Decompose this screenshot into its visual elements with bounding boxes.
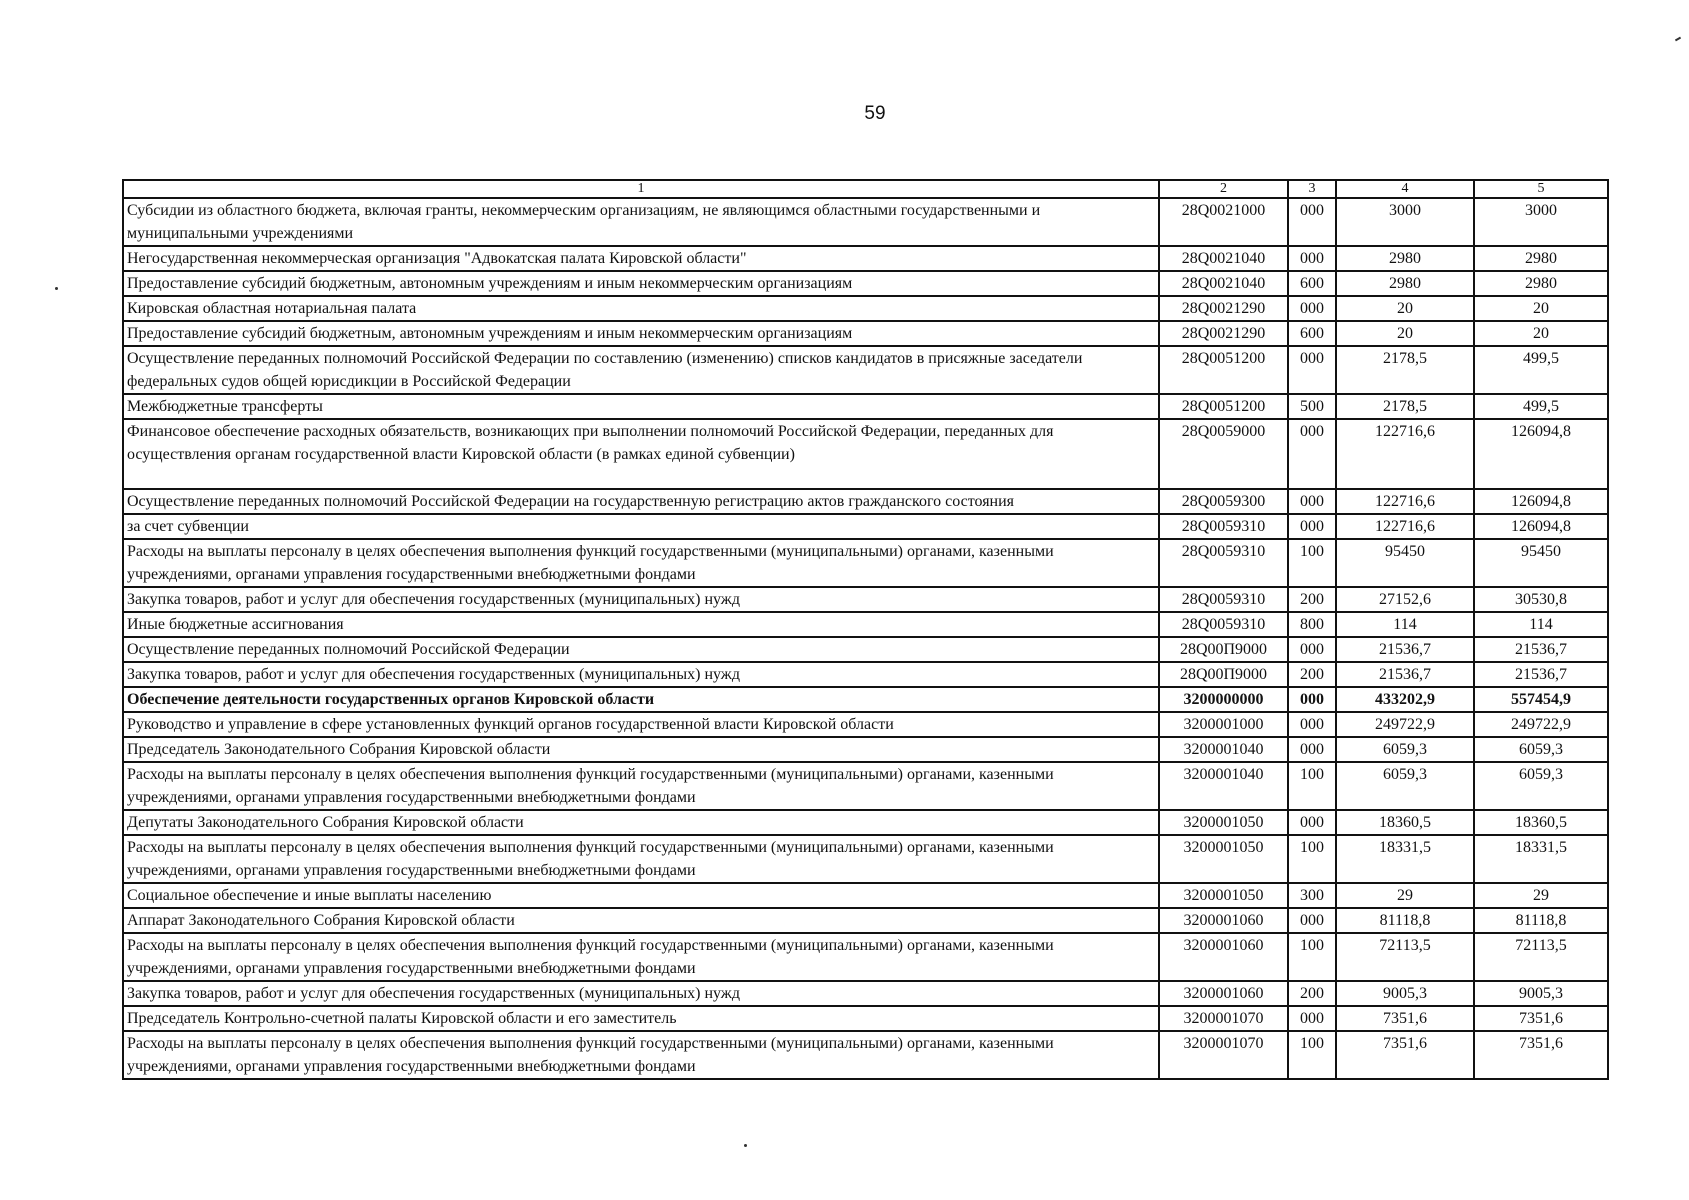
row-name-cell: Кировская областная нотариальная палата: [123, 296, 1159, 321]
row-value-cell-4: 20: [1336, 321, 1474, 346]
row-code-cell: 3200000000: [1159, 687, 1288, 712]
row-code-cell: 28Q0059310: [1159, 514, 1288, 539]
row-kind-cell: 100: [1288, 762, 1336, 810]
row-code-cell: 3200001050: [1159, 883, 1288, 908]
column-header: 3: [1288, 180, 1336, 198]
row-name-cell: Расходы на выплаты персоналу в целях обеспечения выполнения функций государственными (муниципальными) органами, казенными учреждениями, органами управления государственными внебюджетными фондами: [123, 933, 1159, 981]
row-code-cell: 28Q0059000: [1159, 419, 1288, 489]
row-code-cell: 3200001040: [1159, 762, 1288, 810]
row-value-cell-4: 21536,7: [1336, 637, 1474, 662]
row-value-cell-5: 95450: [1474, 539, 1608, 587]
table-row: [123, 908, 1608, 933]
row-code-cell: 3200001070: [1159, 1031, 1288, 1079]
row-value-cell-4: 7351,6: [1336, 1006, 1474, 1031]
table-row: [123, 762, 1608, 810]
row-kind-cell: 000: [1288, 810, 1336, 835]
row-kind-cell: 200: [1288, 662, 1336, 687]
row-value-cell-5: 21536,7: [1474, 637, 1608, 662]
row-value-cell-5: 30530,8: [1474, 587, 1608, 612]
row-code-cell: 3200001040: [1159, 737, 1288, 762]
row-name-cell: Закупка товаров, работ и услуг для обеспечения государственных (муниципальных) нужд: [123, 981, 1159, 1006]
row-value-cell-4: 122716,6: [1336, 489, 1474, 514]
row-value-cell-5: 81118,8: [1474, 908, 1608, 933]
row-kind-cell: 000: [1288, 908, 1336, 933]
row-code-cell: 28Q0021040: [1159, 271, 1288, 296]
row-kind-cell: 000: [1288, 198, 1336, 246]
row-kind-cell: 000: [1288, 419, 1336, 489]
table-row: [123, 514, 1608, 539]
corner-mark: [1675, 37, 1681, 42]
row-name-cell: Осуществление переданных полномочий Российской Федерации на государственную регистрацию актов гражданского состояния: [123, 489, 1159, 514]
table-row: [123, 539, 1608, 587]
row-value-cell-5: 499,5: [1474, 394, 1608, 419]
row-name-cell: Руководство и управление в сфере установленных функций органов государственной власти Кировской области: [123, 712, 1159, 737]
table-row: [123, 687, 1608, 712]
row-name-cell: Закупка товаров, работ и услуг для обеспечения государственных (муниципальных) нужд: [123, 587, 1159, 612]
table-row: [123, 271, 1608, 296]
row-code-cell: 28Q0021000: [1159, 198, 1288, 246]
row-kind-cell: 000: [1288, 737, 1336, 762]
row-code-cell: 28Q0059310: [1159, 612, 1288, 637]
row-code-cell: 28Q0051200: [1159, 346, 1288, 394]
row-code-cell: 28Q00П9000: [1159, 637, 1288, 662]
row-name-cell: Расходы на выплаты персоналу в целях обеспечения выполнения функций государственными (муниципальными) органами, казенными учреждениями, органами управления государственными внебюджетными фондами: [123, 762, 1159, 810]
table-row: [123, 587, 1608, 612]
row-value-cell-4: 122716,6: [1336, 419, 1474, 489]
row-kind-cell: 000: [1288, 296, 1336, 321]
table-row: [123, 835, 1608, 883]
row-kind-cell: 000: [1288, 514, 1336, 539]
row-code-cell: 3200001060: [1159, 908, 1288, 933]
row-kind-cell: 100: [1288, 539, 1336, 587]
scan-dot: [55, 287, 58, 290]
row-value-cell-4: 2178,5: [1336, 346, 1474, 394]
row-kind-cell: 000: [1288, 687, 1336, 712]
row-value-cell-4: 2980: [1336, 271, 1474, 296]
row-value-cell-4: 114: [1336, 612, 1474, 637]
row-value-cell-5: 20: [1474, 296, 1608, 321]
column-header: 1: [123, 180, 1159, 198]
row-name-cell: Межбюджетные трансферты: [123, 394, 1159, 419]
row-code-cell: 28Q0059300: [1159, 489, 1288, 514]
row-code-cell: 28Q0021290: [1159, 296, 1288, 321]
row-value-cell-5: 21536,7: [1474, 662, 1608, 687]
row-value-cell-4: 27152,6: [1336, 587, 1474, 612]
row-value-cell-5: 3000: [1474, 198, 1608, 246]
row-value-cell-5: 72113,5: [1474, 933, 1608, 981]
table-row: [123, 489, 1608, 514]
table-row: [123, 712, 1608, 737]
row-value-cell-4: 29: [1336, 883, 1474, 908]
column-header: 4: [1336, 180, 1474, 198]
table-row: [123, 981, 1608, 1006]
row-name-cell: Расходы на выплаты персоналу в целях обеспечения выполнения функций государственными (муниципальными) органами, казенными учреждениями, органами управления государственными внебюджетными фондами: [123, 1031, 1159, 1079]
row-value-cell-4: 18331,5: [1336, 835, 1474, 883]
table-row: [123, 296, 1608, 321]
table-row: [123, 346, 1608, 394]
row-name-cell: Расходы на выплаты персоналу в целях обеспечения выполнения функций государственными (муниципальными) органами, казенными учреждениями, органами управления государственными внебюджетными фондами: [123, 539, 1159, 587]
table-row: [123, 1006, 1608, 1031]
table-row: [123, 612, 1608, 637]
row-value-cell-5: 9005,3: [1474, 981, 1608, 1006]
row-value-cell-5: 18360,5: [1474, 810, 1608, 835]
row-value-cell-4: 9005,3: [1336, 981, 1474, 1006]
budget-table: [122, 179, 1609, 1080]
row-name-cell: Председатель Законодательного Собрания Кировской области: [123, 737, 1159, 762]
row-name-cell: Предоставление субсидий бюджетным, автономным учреждениям и иным некоммерческим организациям: [123, 271, 1159, 296]
column-header: 2: [1159, 180, 1288, 198]
row-code-cell: 28Q0059310: [1159, 587, 1288, 612]
row-kind-cell: 000: [1288, 246, 1336, 271]
row-value-cell-4: 2980: [1336, 246, 1474, 271]
row-code-cell: 3200001050: [1159, 835, 1288, 883]
row-kind-cell: 000: [1288, 489, 1336, 514]
row-name-cell: Депутаты Законодательного Собрания Кировской области: [123, 810, 1159, 835]
table-row: [123, 810, 1608, 835]
table-body: [123, 198, 1608, 1079]
row-name-cell: Иные бюджетные ассигнования: [123, 612, 1159, 637]
row-code-cell: 3200001060: [1159, 981, 1288, 1006]
row-value-cell-5: 114: [1474, 612, 1608, 637]
row-code-cell: 3200001070: [1159, 1006, 1288, 1031]
row-value-cell-4: 6059,3: [1336, 737, 1474, 762]
row-value-cell-4: 433202,9: [1336, 687, 1474, 712]
row-name-cell: Негосударственная некоммерческая организация "Адвокатская палата Кировской области": [123, 246, 1159, 271]
scan-dot: [744, 1144, 747, 1147]
row-value-cell-4: 21536,7: [1336, 662, 1474, 687]
table-row: [123, 394, 1608, 419]
row-value-cell-4: 81118,8: [1336, 908, 1474, 933]
row-code-cell: 28Q0051200: [1159, 394, 1288, 419]
row-code-cell: 3200001060: [1159, 933, 1288, 981]
row-value-cell-4: 18360,5: [1336, 810, 1474, 835]
row-name-cell: Обеспечение деятельности государственных органов Кировской области: [123, 687, 1159, 712]
row-name-cell: Осуществление переданных полномочий Российской Федерации по составлению (изменению) списков кандидатов в присяжные заседатели федеральных судов общей юрисдикции в Российской Федерации: [123, 346, 1159, 394]
table-row: [123, 419, 1608, 489]
row-name-cell: Субсидии из областного бюджета, включая гранты, некоммерческим организациям, не являющимся областными государственными и муниципальными учреждениями: [123, 198, 1159, 246]
row-value-cell-5: 499,5: [1474, 346, 1608, 394]
row-value-cell-5: 7351,6: [1474, 1006, 1608, 1031]
table-row: [123, 1031, 1608, 1079]
row-value-cell-5: 29: [1474, 883, 1608, 908]
row-value-cell-5: 20: [1474, 321, 1608, 346]
row-value-cell-4: 249722,9: [1336, 712, 1474, 737]
row-value-cell-5: 7351,6: [1474, 1031, 1608, 1079]
row-kind-cell: 300: [1288, 883, 1336, 908]
table-row: [123, 198, 1608, 246]
row-value-cell-4: 20: [1336, 296, 1474, 321]
column-header: 5: [1474, 180, 1608, 198]
row-code-cell: 3200001050: [1159, 810, 1288, 835]
row-name-cell: Финансовое обеспечение расходных обязательств, возникающих при выполнении полномочий Российской Федерации, переданных для осуществления органам государственной власти Кировской области (в рамках единой субвенции): [123, 419, 1159, 489]
row-code-cell: 28Q0021040: [1159, 246, 1288, 271]
row-value-cell-5: 126094,8: [1474, 419, 1608, 489]
row-kind-cell: 000: [1288, 1006, 1336, 1031]
row-value-cell-4: 2178,5: [1336, 394, 1474, 419]
row-name-cell: Закупка товаров, работ и услуг для обеспечения государственных (муниципальных) нужд: [123, 662, 1159, 687]
table-row: [123, 246, 1608, 271]
row-kind-cell: 100: [1288, 933, 1336, 981]
row-value-cell-5: 6059,3: [1474, 737, 1608, 762]
row-kind-cell: 600: [1288, 271, 1336, 296]
row-value-cell-5: 6059,3: [1474, 762, 1608, 810]
row-value-cell-5: 2980: [1474, 271, 1608, 296]
row-name-cell: Аппарат Законодательного Собрания Кировской области: [123, 908, 1159, 933]
page-number: 59: [864, 103, 886, 124]
row-value-cell-4: 95450: [1336, 539, 1474, 587]
row-kind-cell: 500: [1288, 394, 1336, 419]
table-row: [123, 662, 1608, 687]
row-name-cell: Социальное обеспечение и иные выплаты населению: [123, 883, 1159, 908]
row-kind-cell: 600: [1288, 321, 1336, 346]
table-row: [123, 933, 1608, 981]
row-kind-cell: 100: [1288, 1031, 1336, 1079]
row-name-cell: Председатель Контрольно-счетной палаты Кировской области и его заместитель: [123, 1006, 1159, 1031]
row-value-cell-4: 6059,3: [1336, 762, 1474, 810]
row-kind-cell: 100: [1288, 835, 1336, 883]
row-kind-cell: 000: [1288, 637, 1336, 662]
row-code-cell: 28Q00П9000: [1159, 662, 1288, 687]
row-value-cell-5: 126094,8: [1474, 514, 1608, 539]
row-value-cell-5: 249722,9: [1474, 712, 1608, 737]
row-kind-cell: 000: [1288, 346, 1336, 394]
table-header-row: [123, 180, 1608, 198]
row-kind-cell: 000: [1288, 712, 1336, 737]
table-row: [123, 321, 1608, 346]
row-code-cell: 3200001000: [1159, 712, 1288, 737]
table-row: [123, 737, 1608, 762]
row-code-cell: 28Q0021290: [1159, 321, 1288, 346]
row-value-cell-4: 7351,6: [1336, 1031, 1474, 1079]
row-value-cell-4: 122716,6: [1336, 514, 1474, 539]
table-row: [123, 637, 1608, 662]
row-name-cell: за счет субвенции: [123, 514, 1159, 539]
row-value-cell-5: 2980: [1474, 246, 1608, 271]
row-kind-cell: 200: [1288, 587, 1336, 612]
row-value-cell-5: 557454,9: [1474, 687, 1608, 712]
row-value-cell-5: 18331,5: [1474, 835, 1608, 883]
row-name-cell: Осуществление переданных полномочий Российской Федерации: [123, 637, 1159, 662]
row-value-cell-4: 72113,5: [1336, 933, 1474, 981]
table-row: [123, 883, 1608, 908]
row-value-cell-5: 126094,8: [1474, 489, 1608, 514]
row-name-cell: Расходы на выплаты персоналу в целях обеспечения выполнения функций государственными (муниципальными) органами, казенными учреждениями, органами управления государственными внебюджетными фондами: [123, 835, 1159, 883]
row-kind-cell: 200: [1288, 981, 1336, 1006]
row-code-cell: 28Q0059310: [1159, 539, 1288, 587]
row-kind-cell: 800: [1288, 612, 1336, 637]
row-name-cell: Предоставление субсидий бюджетным, автономным учреждениям и иным некоммерческим организациям: [123, 321, 1159, 346]
row-value-cell-4: 3000: [1336, 198, 1474, 246]
